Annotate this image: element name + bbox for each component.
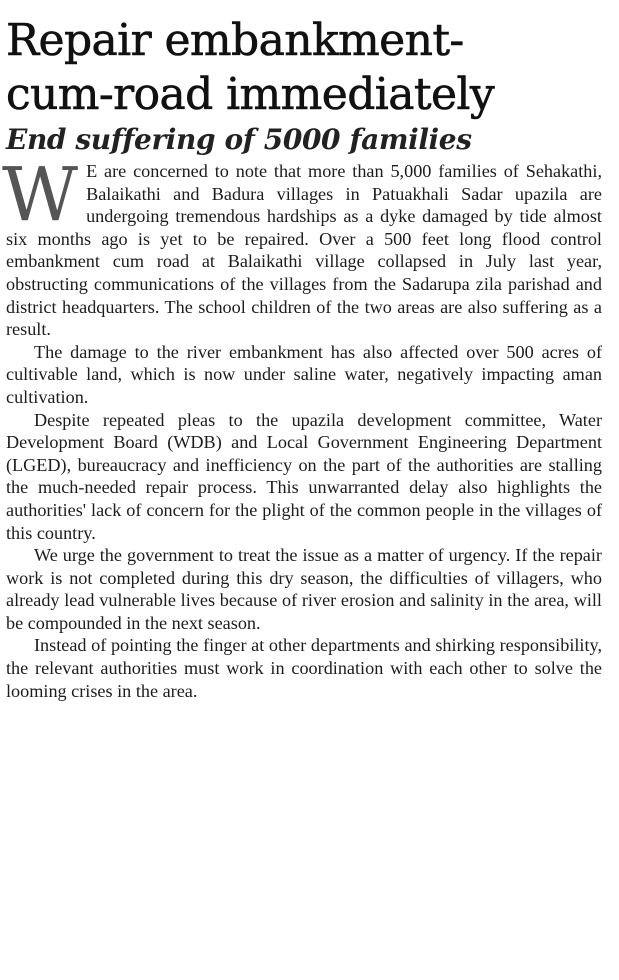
- paragraph-4: We urge the government to treat the issue as a matter of urgency. If the repair work is not completed during this dry season, the difficulties of villagers, who already lead vulnerable lives because of river erosion and salinity in the area, will be compounded in the next season.: [6, 545, 602, 633]
- paragraph-5: Instead of pointing the finger at other departments and shirking responsibility, the relevant authorities must work in coordination with each other to solve the looming crises in the area.: [6, 635, 602, 701]
- subheadline: End suffering of 5000 families: [6, 123, 472, 156]
- article-body: [2, 152, 602, 702]
- paragraph-2: The damage to the river embankment has also affected over 500 acres of cultivable land, which is now under saline water, negatively impacting aman cultivation.: [6, 341, 602, 407]
- headline-line-2: cum-road immediately: [6, 69, 495, 120]
- paragraph-1-text: E are concerned to note that more than 5,000 families of Sehakathi, Balaikathi and Badura villages in Patuakhali Sadar upazila are undergoing tremendous hardships as a dyke damaged by tide almost six months ago is yet to be repaired. Over a 500 feet long flood control embankment cum road at Balaikathi village collapsed in July last year, obstructing communications of the villages from the Sadarupa zila parishad and district headquarters. The school children of the two areas are also suffering as a result.: [6, 161, 602, 340]
- paragraph-3: Despite repeated pleas to the upazila development committee, Water Development Board (WDB) and Local Government Engineering Department (LGED), bureaucracy and inefficiency on the part of the authorities are stalling the much-needed repair process. This unwarranted delay also highlights the authorities' lack of concern for the plight of the common people in the villages of this country.: [6, 409, 602, 543]
- editorial-article: [2, 14, 602, 702]
- headline-line-1: Repair embankment-: [6, 15, 464, 66]
- drop-cap: W: [2, 152, 79, 238]
- headline: [6, 14, 602, 122]
- paragraph-1: [2, 152, 602, 341]
